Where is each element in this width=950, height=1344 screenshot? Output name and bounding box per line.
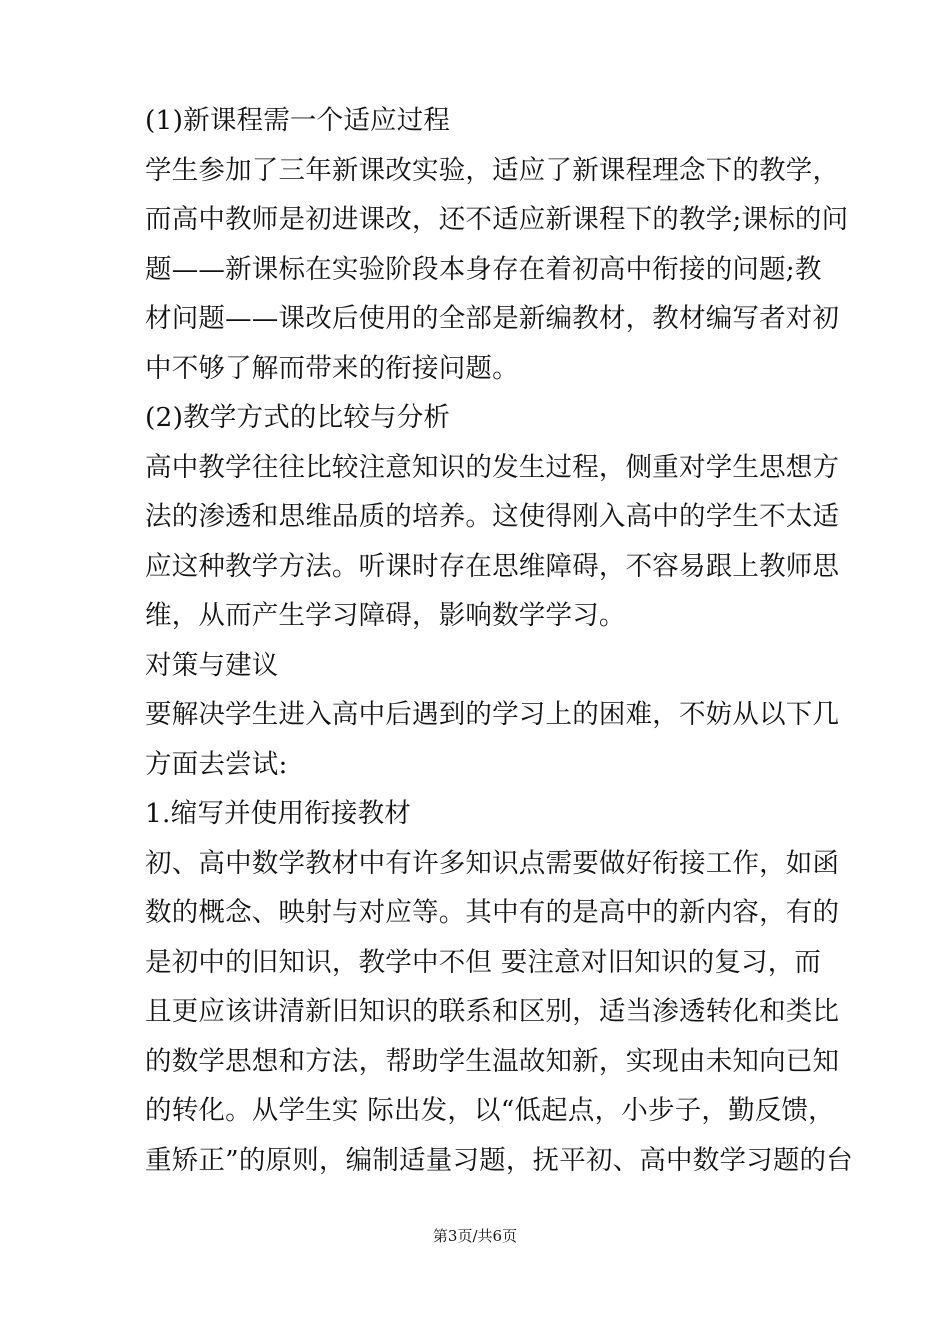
section-heading: 对策与建议: [145, 649, 279, 681]
section-heading: 1.缩写并使用衔接教材: [145, 798, 411, 829]
text-line: 法的渗透和思维品质的培养。这使得刚入高中的学生不太适: [145, 501, 840, 532]
text-line: 的数学思想和方法，帮助学生温故知新，实现由未知向已知: [145, 1045, 840, 1077]
text-line: 应这种教学方法。听课时存在思维障碍，不容易跟上教师思: [145, 550, 840, 582]
text-line: 要解决学生进入高中后遇到的学习上的困难，不妨从以下几: [145, 699, 840, 730]
text-line: 方面去尝试:: [145, 748, 288, 780]
text-line: 学生参加了三年新课改实验，适应了新课程理念下的教学，: [145, 154, 840, 186]
text-line: 中不够了解而带来的衔接问题。: [145, 352, 519, 384]
text-line: 的转化。从学生实 际出发，以“低起点，小步子，勤反馈，: [145, 1095, 835, 1126]
text-line: 且更应该讲清新旧知识的联系和区别，适当渗透转化和类比: [145, 996, 840, 1027]
text-line: 初、高中数学教材中有许多知识点需要做好衔接工作，如函: [145, 847, 840, 879]
text-line: 是初中的旧知识，教学中不但 要注意对旧知识的复习，而: [145, 946, 822, 978]
text-line: 数的概念、映射与对应等。其中有的是高中的新内容，有的: [145, 897, 840, 928]
text-line: 而高中教师是初进课改，还不适应新课程下的教学;课标的问: [145, 204, 849, 235]
text-line: 高中教学往往比较注意知识的发生过程，侧重对学生思想方: [145, 451, 840, 483]
text-line: 题——新课标在实验阶段本身存在着初高中衔接的问题;教: [145, 253, 822, 285]
text-line: 重矫正”的原则，编制适量习题，抚平初、高中数学习题的台: [145, 1144, 853, 1176]
section-heading: (2)教学方式的比较与分析: [145, 402, 451, 433]
text-line: 材问题——课改后使用的全部是新编教材，教材编写者对初: [145, 303, 840, 334]
page-number: 第3页/共6页: [432, 1227, 518, 1245]
text-line: 维，从而产生学习障碍，影响数学学习。: [145, 600, 626, 631]
section-heading: (1)新课程需一个适应过程: [145, 105, 451, 136]
document-body: [145, 96, 853, 1185]
